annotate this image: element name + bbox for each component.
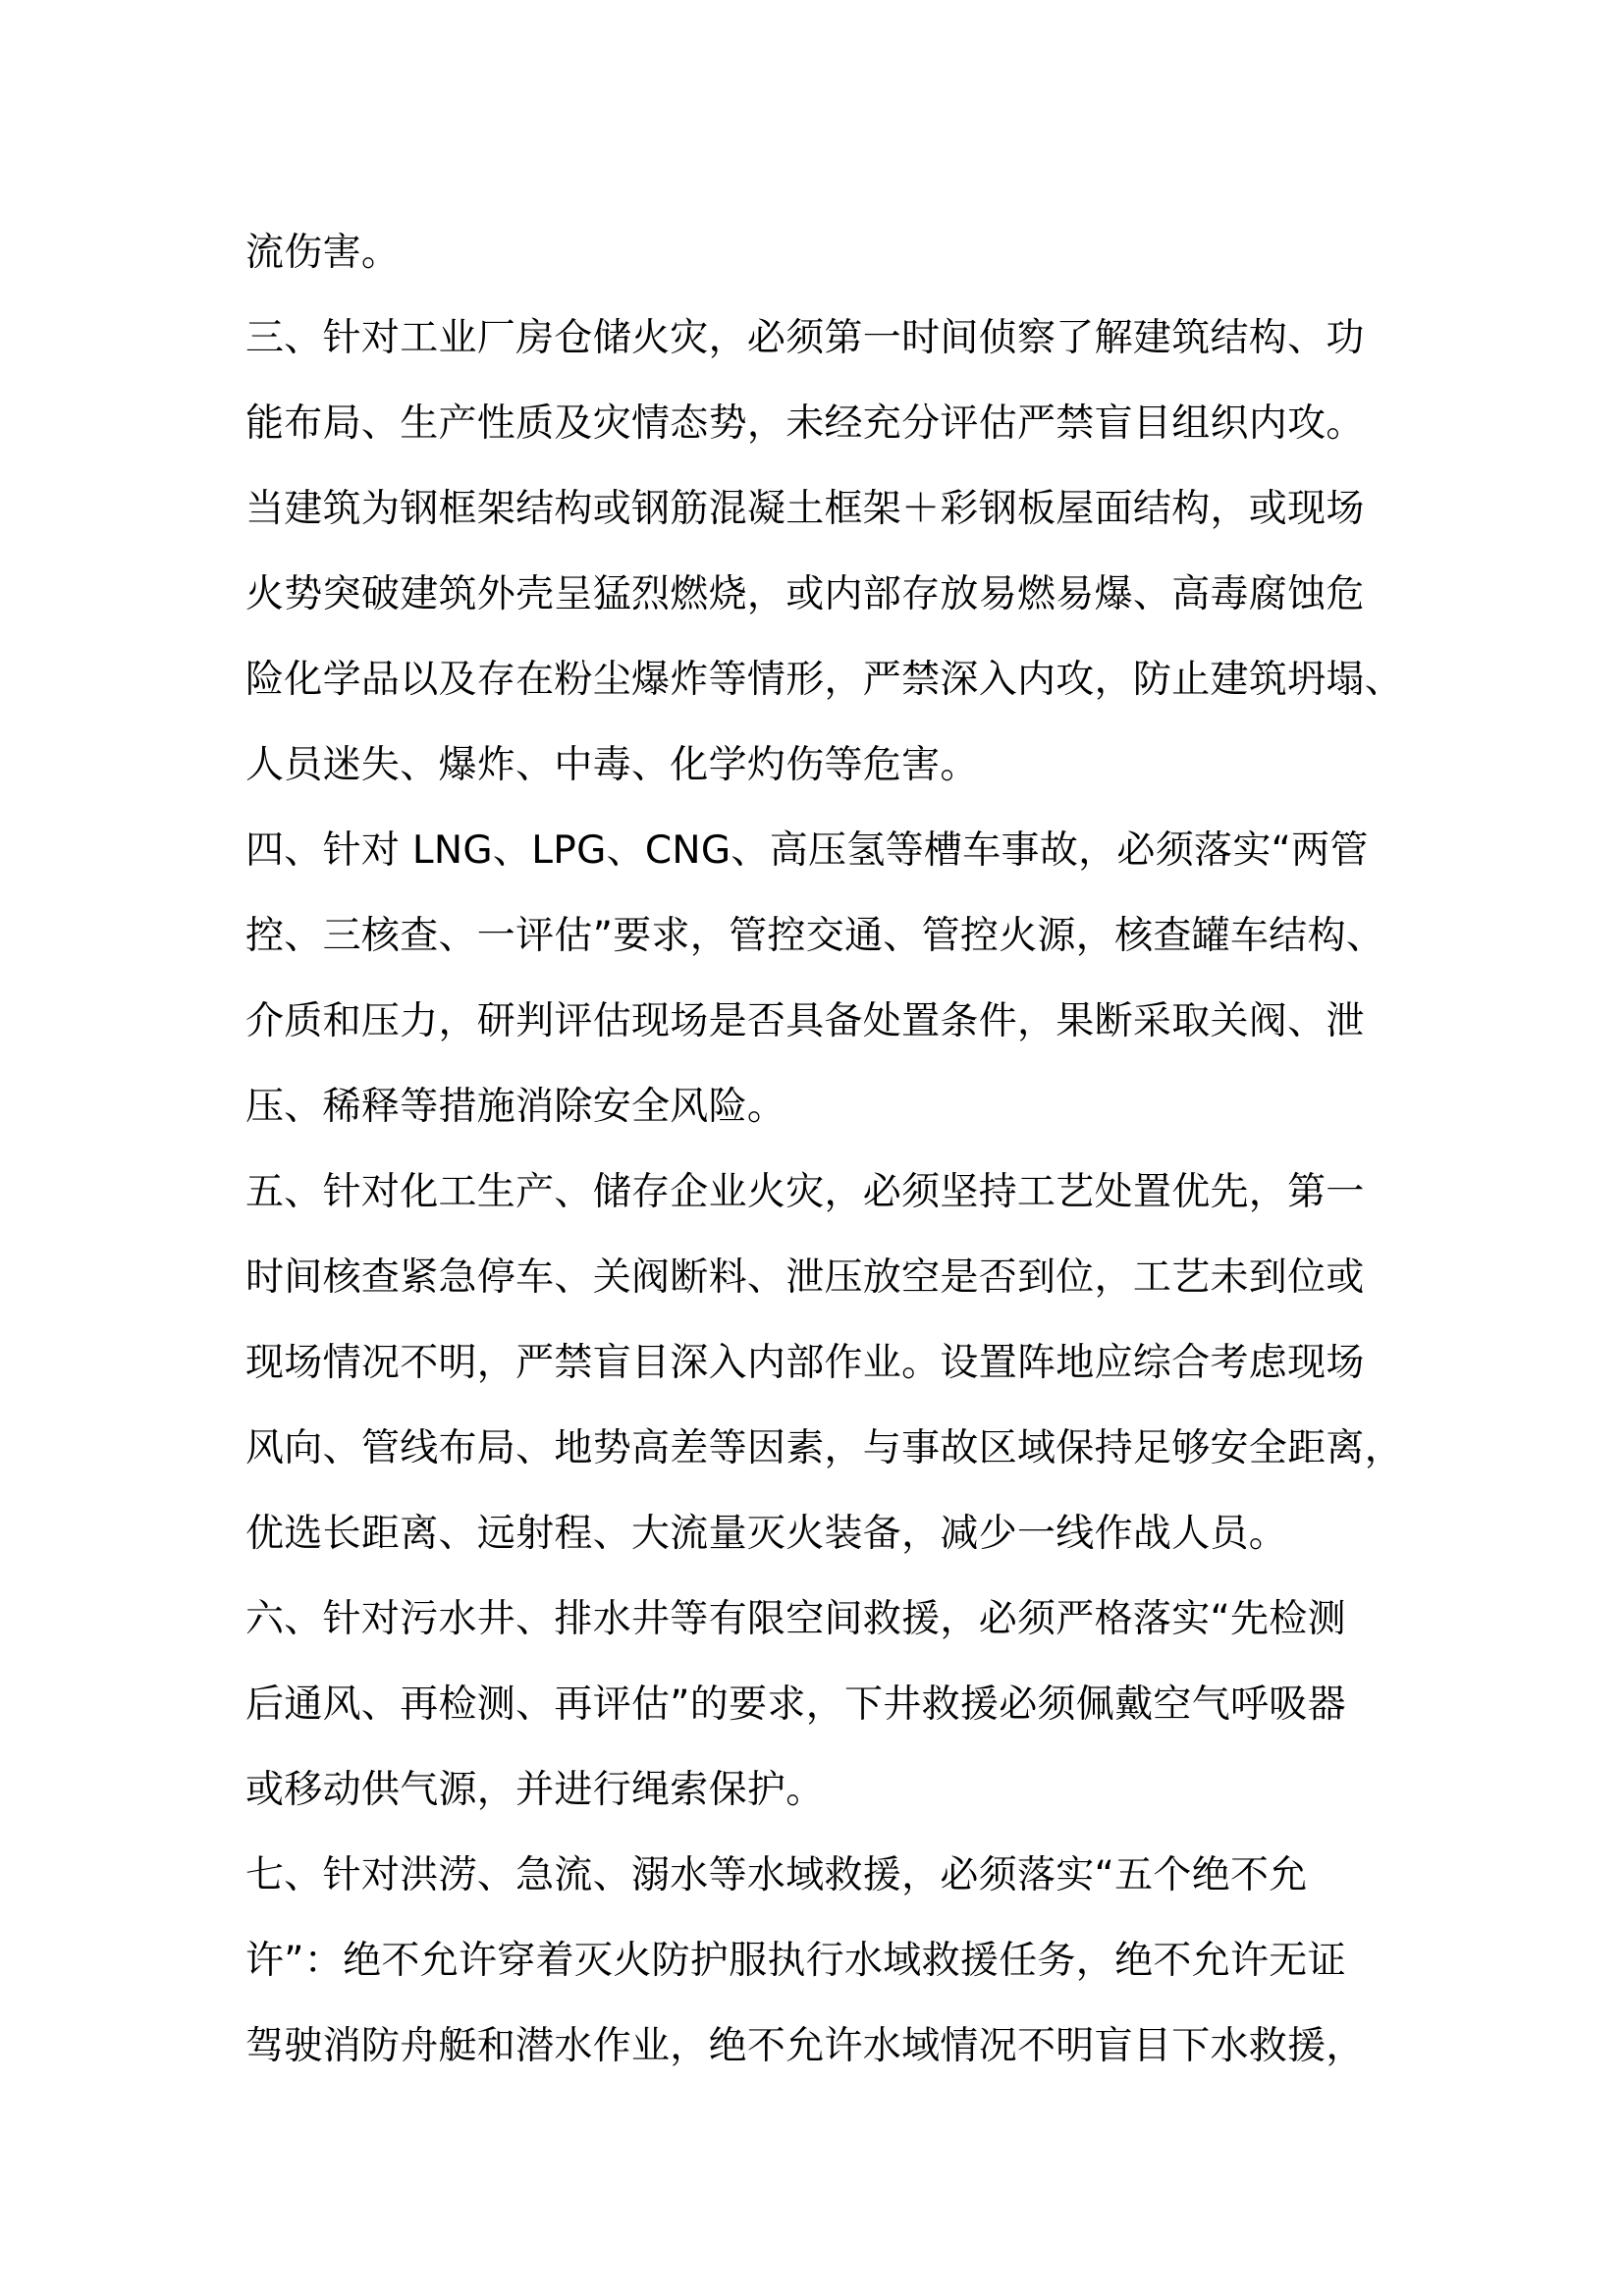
text-line: 险化学品以及存在粉尘爆炸等情形，严禁深入内攻，防止建筑坍塌、 xyxy=(245,658,1404,702)
document-page xyxy=(245,224,1404,2103)
text-line: 能布局、生产性质及灾情态势，未经充分评估严禁盲目组织内攻。 xyxy=(245,401,1365,446)
text-line: 七、针对洪涝、急流、溺水等水域救援，必须落实“五个绝不允 xyxy=(245,1853,1308,1897)
text-line: 三、针对工业厂房仓储火灾，必须第一时间侦察了解建筑结构、功 xyxy=(245,316,1365,360)
text-line: 许”：绝不允许穿着灭火防护服执行水域救援任务，绝不允许无证 xyxy=(245,1939,1346,1983)
text-line: 流伤害。 xyxy=(245,231,401,275)
text-line: 驾驶消防舟艇和潜水作业，绝不允许水域情况不明盲目下水救援， xyxy=(245,2024,1365,2068)
text-line: 后通风、再检测、再评估”的要求，下井救援必须佩戴空气呼吸器 xyxy=(245,1682,1346,1727)
text-line: 风向、管线布局、地势高差等因素，与事故区域保持足够安全距离， xyxy=(245,1426,1404,1470)
text-line: 六、针对污水井、排水井等有限空间救援，必须严格落实“先检测 xyxy=(245,1597,1346,1641)
text-line: 人员迷失、爆炸、中毒、化学灼伤等危害。 xyxy=(245,743,979,787)
text-line: 火势突破建筑外壳呈猛烈燃烧，或内部存放易燃易爆、高毒腐蚀危 xyxy=(245,572,1365,616)
text-line: 介质和压力，研判评估现场是否具备处置条件，果断采取关阀、泄 xyxy=(245,999,1365,1043)
text-line: 优选长距离、远射程、大流量灭火装备，减少一线作战人员。 xyxy=(245,1512,1288,1556)
text-line: 控、三核查、一评估”要求，管控交通、管控火源，核查罐车结构、 xyxy=(245,914,1385,958)
text-line: 五、针对化工生产、储存企业火灾，必须坚持工艺处置优先，第一 xyxy=(245,1170,1365,1214)
text-line: 四、针对 LNG、LPG、CNG、高压氢等槽车事故，必须落实“两管 xyxy=(245,828,1369,873)
text-line: 现场情况不明，严禁盲目深入内部作业。设置阵地应综合考虑现场 xyxy=(245,1341,1365,1385)
text-line: 压、稀释等措施消除安全风险。 xyxy=(245,1085,786,1129)
text-line: 当建筑为钢框架结构或钢筋混凝土框架＋彩钢板屋面结构，或现场 xyxy=(245,487,1365,531)
text-line: 时间核查紧急停车、关阀断料、泄压放空是否到位，工艺未到位或 xyxy=(245,1255,1365,1300)
text-line: 或移动供气源，并进行绳索保护。 xyxy=(245,1768,825,1812)
